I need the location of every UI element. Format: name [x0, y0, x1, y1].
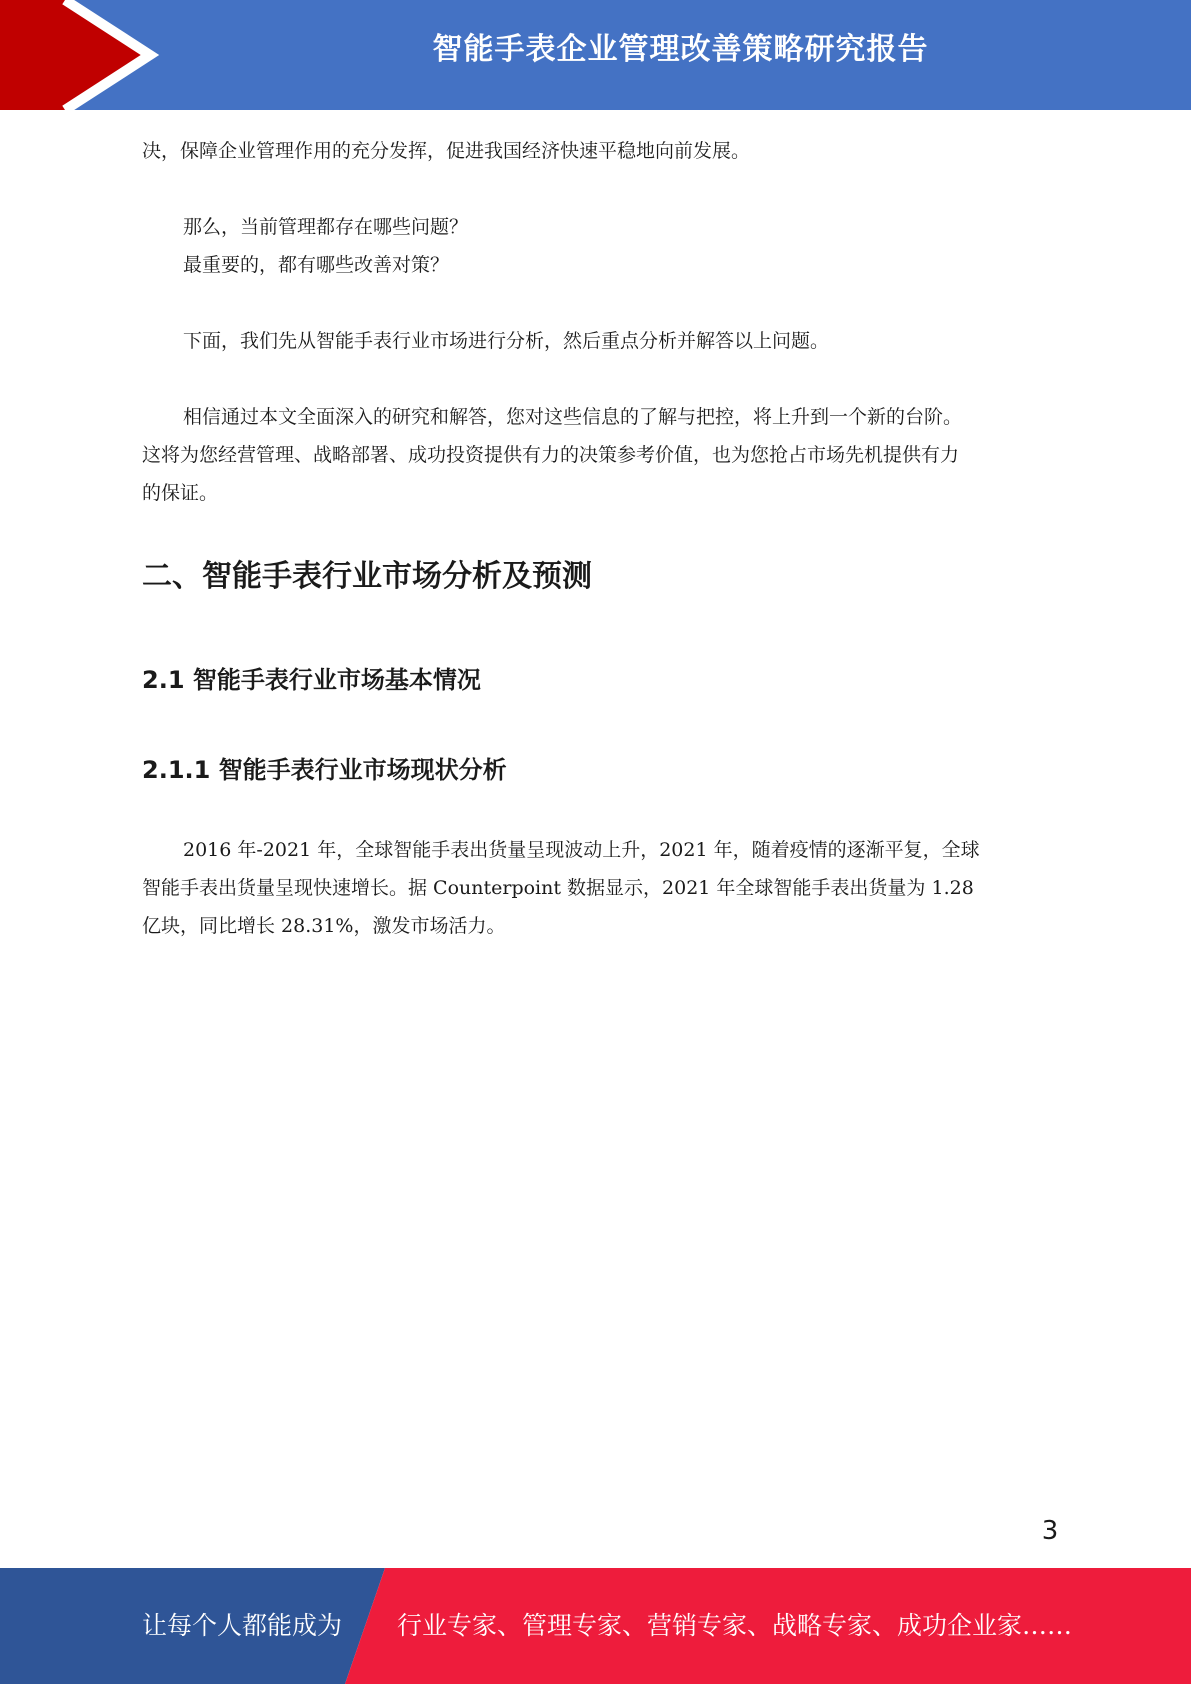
paragraph-value-line-3: 的保证。: [142, 482, 219, 504]
subsection-heading-2-1: 2.1 智能手表行业市场基本情况: [142, 666, 481, 694]
footer-slogan-right: 行业专家、管理专家、营销专家、战略专家、成功企业家……: [397, 1611, 1073, 1640]
footer-slogan-left: 让每个人都能成为: [142, 1611, 343, 1640]
question-line-2: 最重要的，都有哪些改善对策？: [183, 254, 450, 276]
paragraph-value-line-2: 这将为您经营管理、战略部署、成功投资提供有力的决策参考价值，也为您抢占市场先机提供有力: [142, 444, 960, 466]
document-body: [142, 132, 1052, 937]
page-footer: [0, 1568, 1191, 1684]
page-number: 3: [1041, 1516, 1059, 1546]
paragraph-continuation: 决，保障企业管理作用的充分发挥，促进我国经济快速平稳地向前发展。: [142, 140, 751, 162]
chevron-red-shape: [0, 0, 150, 110]
paragraph-market-status: [142, 831, 1052, 945]
market-status-line-1: 2016 年-2021 年，全球智能手表出货量呈现波动上升，2021 年，随着疫情的逐渐平复，全球: [183, 839, 980, 861]
market-status-line-2: 智能手表出货量呈现快速增长。据 Counterpoint 数据显示，2021 年全球智能手表出货量为 1.28: [142, 877, 974, 899]
subsection-heading-2-1-1: 2.1.1 智能手表行业市场现状分析: [142, 756, 507, 784]
page-header: [0, 0, 1191, 110]
paragraph-intro-analysis: 下面，我们先从智能手表行业市场进行分析，然后重点分析并解答以上问题。: [183, 330, 830, 352]
paragraph-value-line-1: 相信通过本文全面深入的研究和解答，您对这些信息的了解与把控，将上升到一个新的台阶。: [183, 406, 963, 428]
report-title: 智能手表企业管理改善策略研究报告: [432, 32, 929, 67]
header-chevron-decoration: [0, 0, 160, 110]
question-line-1: 那么，当前管理都存在哪些问题？: [183, 216, 469, 238]
market-status-line-3: 亿块，同比增长 28.31%，激发市场活力。: [142, 915, 506, 937]
section-heading-2: 二、智能手表行业市场分析及预测: [142, 559, 592, 594]
